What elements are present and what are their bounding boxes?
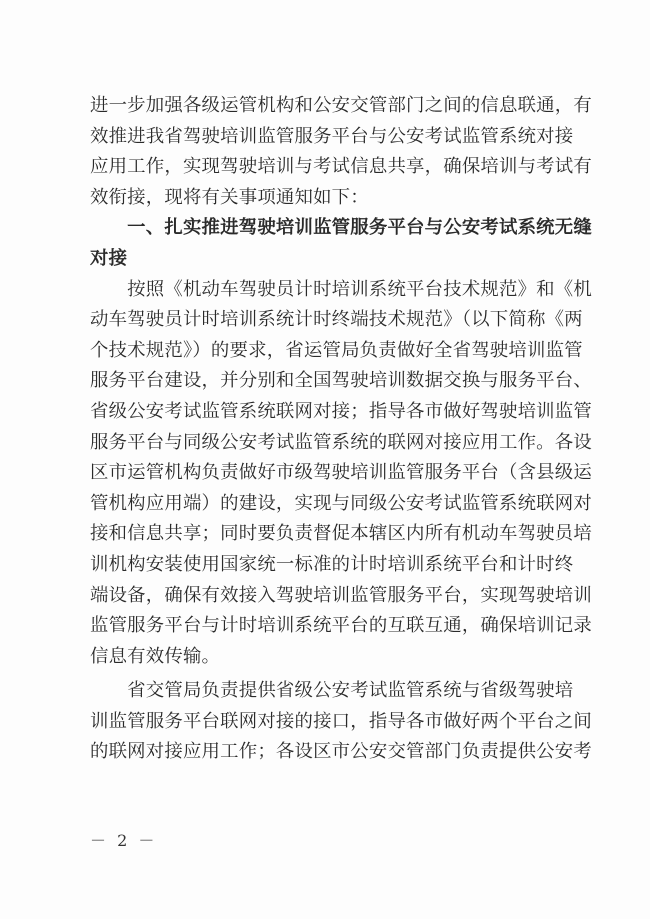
text-line: 效衔接，现将有关事项通知如下： (90, 186, 369, 208)
text-line: 监管服务平台与计时培训系统平台的互联互通，确保培训记录 (90, 615, 592, 637)
section-heading: 一、扎实推进驾驶培训监管服务平台与公安考试系统无缝 (90, 217, 592, 239)
text-line: 区市运管机构负责做好市级驾驶培训监管服务平台（含县级运 (90, 462, 592, 484)
text-line: 接和信息共享；同时要负责督促本辖区内所有机动车驾驶员培 (90, 523, 592, 545)
text-line: 服务平台与同级公安考试监管系统的联网对接应用工作。各设 (90, 431, 592, 453)
text-line: 省级公安考试监管系统联网对接；指导各市做好驾驶培训监管 (90, 400, 592, 422)
text-line: 动车驾驶员计时培训系统计时终端技术规范》（以下简称《两 (90, 309, 583, 331)
text-line: 省交管局负责提供省级公安考试监管系统与省级驾驶培 (90, 680, 574, 702)
text-line: 信息有效传输。 (90, 645, 221, 667)
text-line: 进一步加强各级运管机构和公安交管部门之间的信息联通，有 (90, 95, 592, 116)
text-line: 的联网对接应用工作；各设区市公安交管部门负责提供公安考 (90, 741, 592, 763)
section-heading: 对接 (90, 247, 128, 269)
text-line: 端设备，确保有效接入驾驶培训监管服务平台，实现驾驶培训 (90, 584, 592, 606)
text-line: 服务平台建设，并分别和全国驾驶培训数据交换与服务平台、 (90, 370, 592, 392)
text-line: 个技术规范》）的要求，省运管局负责做好全省驾驶培训监管 (90, 339, 583, 361)
text-line: 训监管服务平台联网对接的接口，指导各市做好两个平台之间 (90, 710, 592, 732)
text-line: 管机构应用端）的建设，实现与同级公安考试监管系统联网对 (90, 492, 592, 514)
text-line: 应用工作，实现驾驶培训与考试信息共享，确保培训与考试有 (90, 156, 592, 178)
text-line: 效推进我省驾驶培训监管服务平台与公安考试监管系统对接 (90, 125, 574, 147)
text-line: 训机构安装使用国家统一标准的计时培训系统平台和计时终 (90, 553, 574, 575)
document-body (90, 91, 592, 768)
text-line: 按照《机动车驾驶员计时培训系统平台技术规范》和《机 (90, 278, 592, 300)
page-number: － 2 － (90, 831, 158, 850)
